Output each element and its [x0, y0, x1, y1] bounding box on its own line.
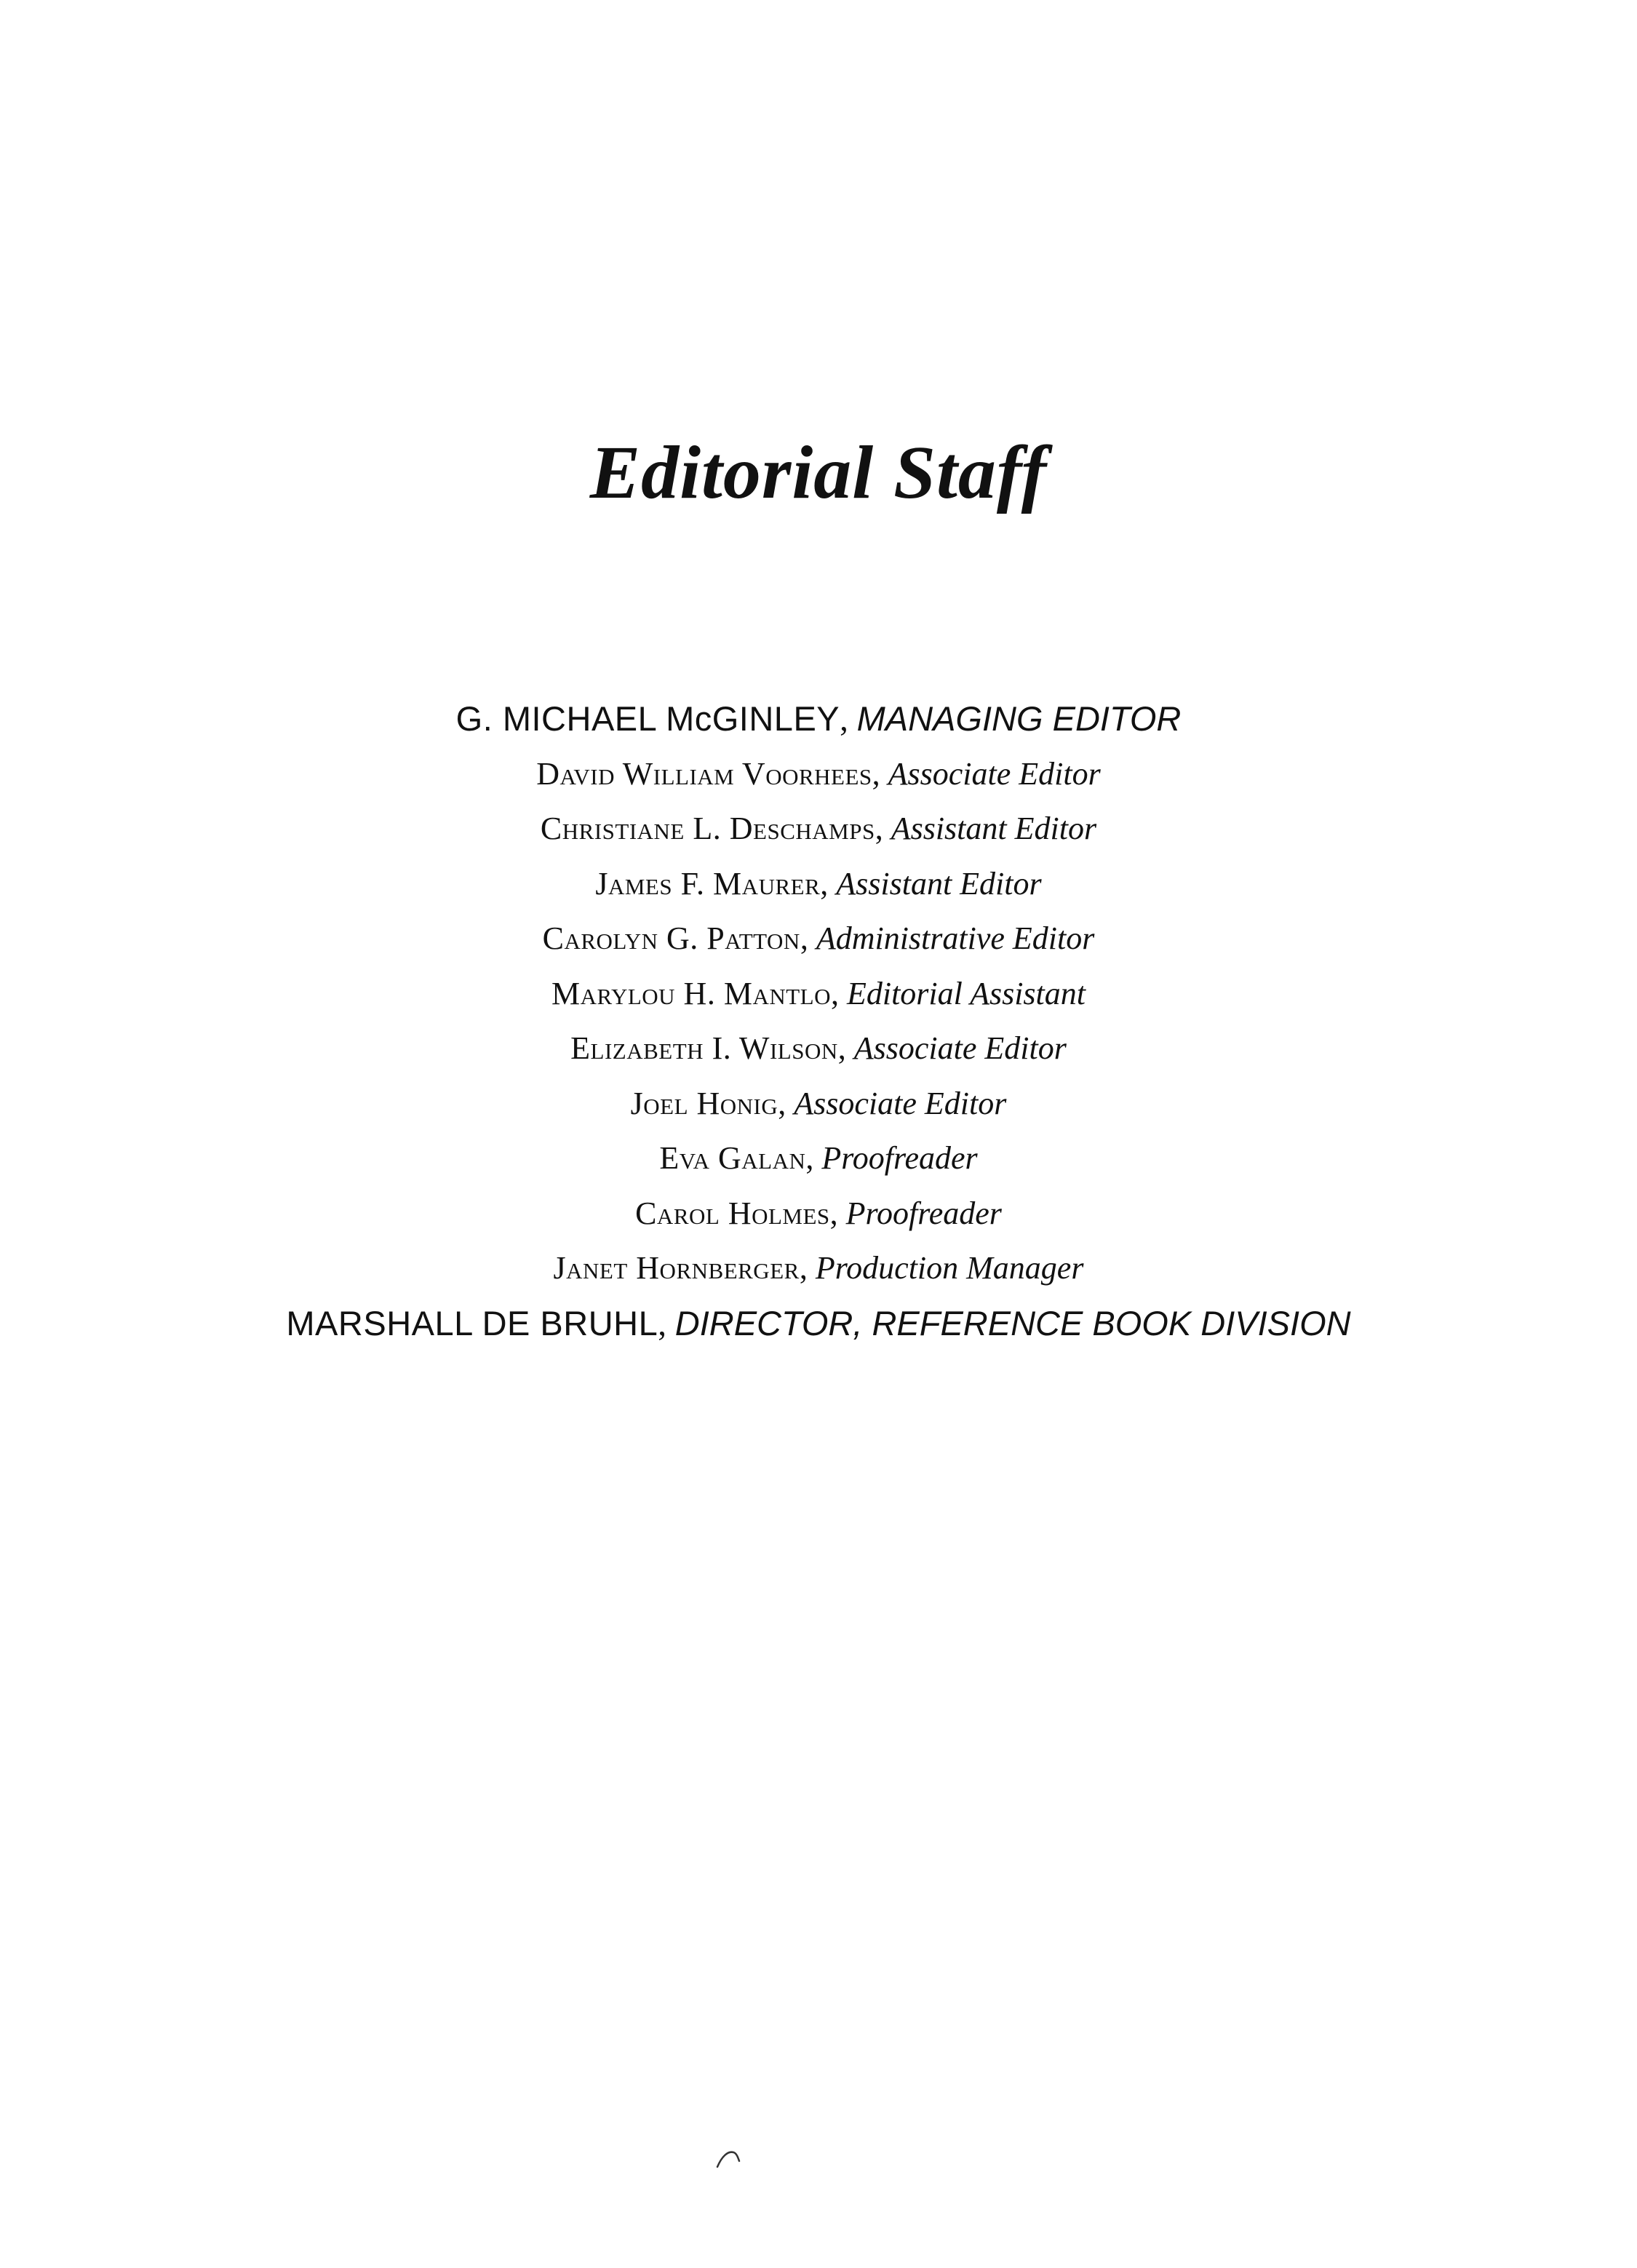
staff-name: Christiane L. Deschamps [540, 811, 875, 846]
page-mark-icon [714, 2148, 746, 2170]
staff-role: Proofreader [845, 1195, 1002, 1231]
staff-separator: , [658, 1305, 675, 1343]
staff-entry [0, 856, 1637, 912]
staff-separator: , [805, 1140, 822, 1176]
staff-separator: , [799, 1250, 816, 1286]
staff-role: Assistant Editor [891, 811, 1097, 846]
staff-entry [0, 747, 1637, 802]
staff-role: Associate Editor [853, 1030, 1067, 1066]
staff-role: MANAGING EDITOR [856, 699, 1182, 738]
staff-entry [0, 691, 1637, 747]
staff-name: Carol Holmes [635, 1195, 830, 1231]
staff-name: James F. Maurer [595, 865, 821, 902]
staff-role: Administrative Editor [816, 920, 1095, 956]
staff-role: Proofreader [821, 1140, 978, 1176]
staff-role: Production Manager [815, 1250, 1084, 1286]
staff-role: Editorial Assistant [846, 975, 1086, 1011]
staff-role: Associate Editor [794, 1085, 1007, 1121]
staff-entry [0, 801, 1637, 856]
staff-list [0, 691, 1637, 1350]
page-title: Editorial Staff [589, 430, 1048, 514]
staff-name: Joel Honig [630, 1085, 778, 1121]
staff-name: Janet Hornberger [553, 1250, 800, 1286]
staff-entry [0, 1186, 1637, 1241]
staff-entry [0, 1241, 1637, 1296]
staff-name: Eva Galan [659, 1140, 806, 1176]
staff-separator: , [829, 1195, 846, 1231]
staff-name: MARSHALL DE BRUHL [286, 1303, 658, 1342]
staff-name: Marylou H. Mantlo [551, 975, 831, 1011]
staff-entry [0, 1296, 1637, 1351]
staff-entry [0, 966, 1637, 1022]
staff-separator: , [820, 865, 837, 902]
staff-separator: , [778, 1085, 794, 1121]
staff-separator: , [800, 920, 816, 956]
staff-name: G. MICHAEL McGINLEY [455, 699, 840, 738]
staff-name: Elizabeth I. Wilson [570, 1030, 838, 1066]
staff-role: Assistant Editor [836, 865, 1042, 902]
staff-name: David William Voorhees [536, 755, 872, 792]
staff-separator: , [840, 701, 857, 739]
staff-role: DIRECTOR, REFERENCE BOOK DIVISION [674, 1303, 1351, 1342]
staff-separator: , [830, 975, 847, 1011]
staff-separator: , [837, 1030, 854, 1066]
staff-separator: , [875, 811, 891, 846]
staff-role: Associate Editor [888, 755, 1101, 792]
staff-entry [0, 1076, 1637, 1131]
staff-entry [0, 1021, 1637, 1076]
staff-name: Carolyn G. Patton [542, 920, 800, 956]
staff-entry [0, 1131, 1637, 1186]
staff-entry [0, 911, 1637, 966]
staff-separator: , [872, 755, 888, 792]
